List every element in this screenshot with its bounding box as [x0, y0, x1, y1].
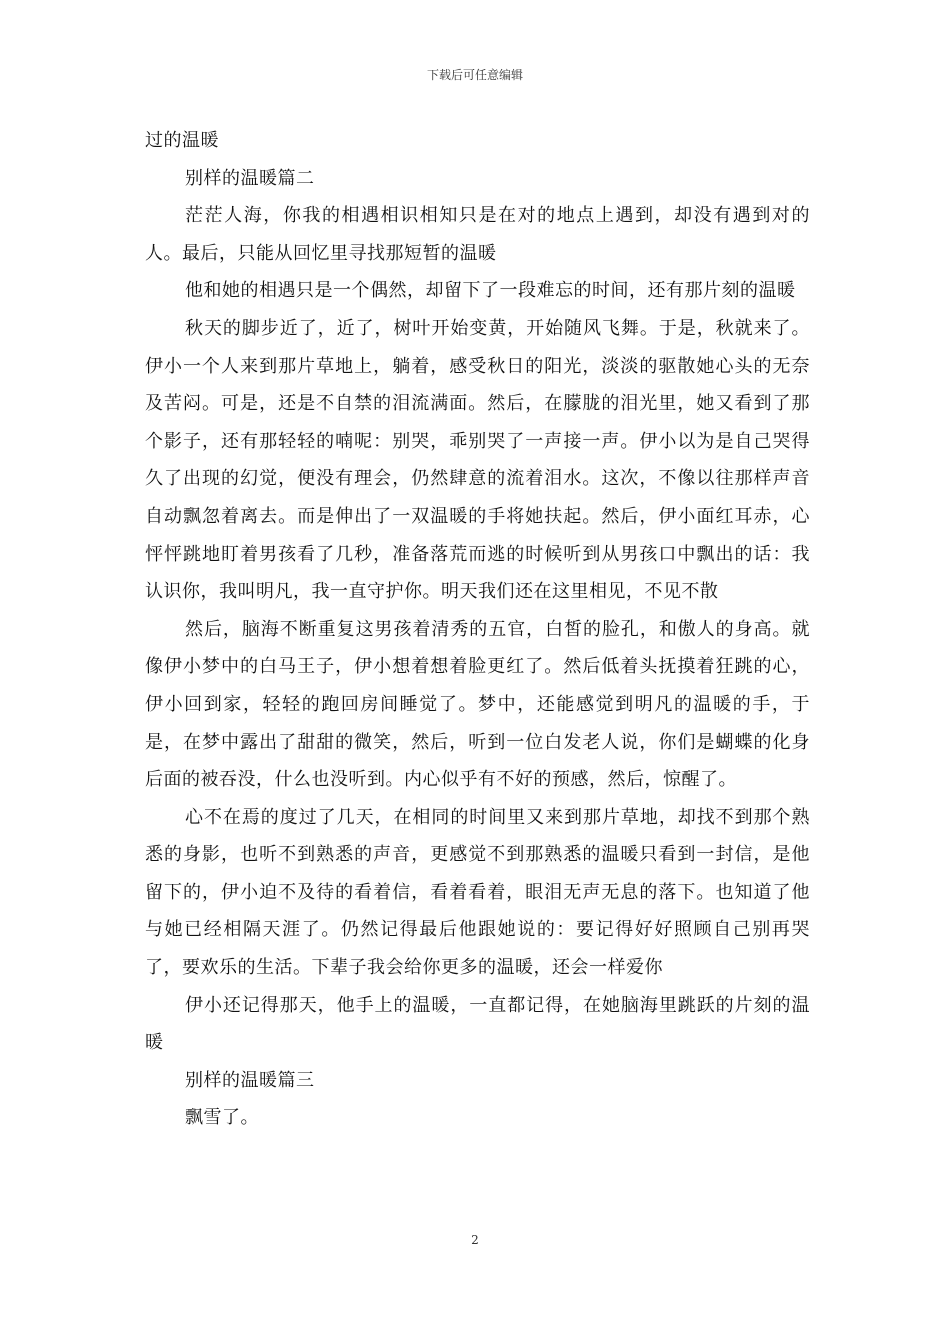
- paragraph: 伊小还记得那天，他手上的温暖，一直都记得，在她脑海里跳跃的片刻的温暖: [145, 994, 810, 1054]
- paragraph: 他和她的相遇只是一个偶然，却留下了一段难忘的时间，还有那片刻的温暖: [185, 280, 796, 302]
- page-header: 下载后可任意编辑: [426, 68, 523, 82]
- paragraph: 飘雪了。: [185, 1107, 259, 1129]
- section-heading: 别样的温暖篇三: [185, 1069, 315, 1091]
- paragraph: 然后，脑海不断重复这男孩着清秀的五官，白皙的脸孔，和傲人的身高。就像伊小梦中的白马王子，伊小想着想着脸更红了。然后低着头抚摸着狂跳的心，伊小回到家，轻轻的跑回房间睡觉了。梦中，还能感觉到明凡的温暖的手，于是，在梦中露出了甜甜的微笑，然后，听到一位白发老人说，你们是蝴蝶的化身后面的被吞没，什么也没听到。内心似乎有不好的预感，然后，惊醒了。: [145, 618, 810, 791]
- paragraph: 过的温暖: [145, 130, 219, 151]
- paragraph: 秋天的脚步近了，近了，树叶开始变黄，开始随风飞舞。于是，秋就来了。伊小一个人来到那片草地上，躺着，感受秋日的阳光，淡淡的驱散她心头的无奈及苦闷。可是，还是不自禁的泪流满面。然后，在朦胧的泪光里，她又看到了那个影子，还有那轻轻的喃呢：别哭，乖别哭了一声接一声。伊小以为是自己哭得久了出现的幻觉，便没有理会，仍然肆意的流着泪水。这次，不像以往那样声音自动飘忽着离去。而是伸出了一双温暖的手将她扶起。然后，伊小面红耳赤，心怦怦跳地盯着男孩看了几秒，准备落荒而逃的时候听到从男孩口中飘出的话：我认识你，我叫明凡，我一直守护你。明天我们还在这里相见，不见不散: [145, 317, 810, 603]
- paragraph: 心不在焉的度过了几天，在相同的时间里又来到那片草地，却找不到那个熟悉的身影，也听不到熟悉的声音，更感觉不到那熟悉的温暖只看到一封信，是他留下的，伊小迫不及待的看着信，看着看着，眼泪无声无息的落下。也知道了他与她已经相隔天涯了。仍然记得最后他跟她说的：要记得好好照顾自己别再哭了，要欢乐的生活。下辈子我会给你更多的温暖，还会一样爱你: [145, 806, 810, 979]
- page-number: 2: [471, 1233, 479, 1247]
- section-heading: 别样的温暖篇二: [185, 167, 315, 189]
- document-body: [145, 122, 810, 1137]
- paragraph: 茫茫人海，你我的相遇相识相知只是在对的地点上遇到，却没有遇到对的人。最后，只能从回忆里寻找那短暂的温暖: [145, 205, 810, 264]
